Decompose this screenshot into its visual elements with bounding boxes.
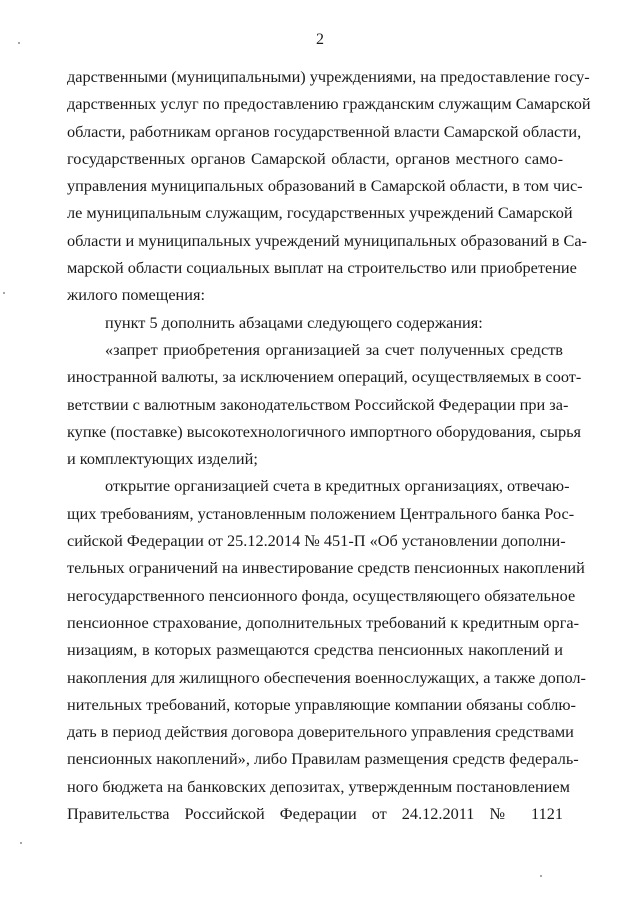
scan-speck bbox=[20, 842, 22, 844]
text-line: ного бюджета на банковских депозитах, утвержденным постановлением bbox=[67, 776, 570, 796]
text-line: жилого помещения: bbox=[67, 285, 205, 305]
text-line: открытие организацией счета в кредитных организациях, отвечаю- bbox=[105, 476, 570, 496]
text-line: и комплектующих изделий; bbox=[67, 449, 258, 469]
text-line: Правительства Российской Федерации от 24.12.2011 № 1121 bbox=[67, 804, 563, 824]
text-line: дарственных услуг по предоставлению гражданским служащим Самарской bbox=[67, 94, 591, 114]
text-line: сийской Федерации от 25.12.2014 № 451-П «Об установлении дополни- bbox=[67, 531, 566, 551]
text-line: ветствии с валютным законодательством Российской Федерации при за- bbox=[67, 394, 569, 414]
scan-speck bbox=[18, 42, 20, 44]
text-line: управления муниципальных образований в Самарской области, в том чис- bbox=[67, 176, 583, 196]
text-line: пенсионных накоплений», либо Правилам размещения средств федераль- bbox=[67, 749, 579, 769]
text-line: пункт 5 дополнить абзацами следующего содержания: bbox=[105, 312, 483, 332]
text-line: пенсионное страхование, дополнительных требований к кредитным орга- bbox=[67, 612, 580, 632]
text-line: «запрет приобретения организацией за счет полученных средств bbox=[105, 339, 563, 359]
text-line: марской области социальных выплат на строительство или приобретение bbox=[67, 258, 577, 278]
text-line: купке (поставке) высокотехнологичного импортного оборудования, сырья bbox=[67, 421, 582, 441]
text-line: государственных органов Самарской области, органов местного само- bbox=[67, 148, 563, 168]
page-number: 2 bbox=[316, 31, 324, 48]
text-line: накопления для жилищного обеспечения военнослужащих, а также допол- bbox=[67, 667, 586, 687]
scan-speck bbox=[540, 875, 542, 877]
text-line: нительных требований, которые управляющие компании обязаны соблю- bbox=[67, 694, 576, 714]
scan-speck bbox=[3, 292, 5, 294]
text-line: дать в период действия договора доверительного управления средствами bbox=[67, 722, 574, 742]
text-line: иностранной валюты, за исключением операций, осуществляемых в соот- bbox=[67, 367, 582, 387]
text-line: ле муниципальным служащим, государственных учреждений Самарской bbox=[67, 203, 573, 223]
text-line: дарственными (муниципальными) учреждениями, на предоставление госу- bbox=[67, 67, 590, 86]
text-line: низациям, в которых размещаются средства пенсионных накоплений и bbox=[67, 640, 563, 660]
document-body bbox=[67, 63, 591, 827]
text-line: щих требованиям, установленным положением Центрального банка Рос- bbox=[67, 503, 575, 523]
text-line: области, работникам органов государственной власти Самарской области, bbox=[67, 121, 582, 141]
text-line: негосударственного пенсионного фонда, осуществляющего обязательное bbox=[67, 585, 576, 605]
text-line: тельных ограничений на инвестирование средств пенсионных накоплений bbox=[67, 558, 585, 578]
text-line: области и муниципальных учреждений муниципальных образований в Са- bbox=[67, 230, 587, 250]
